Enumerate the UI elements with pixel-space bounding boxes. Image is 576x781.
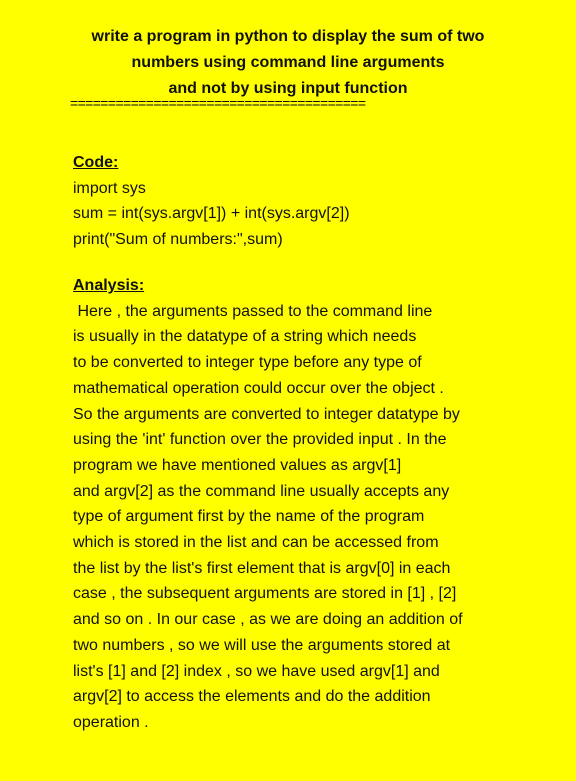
analysis-line: mathematical operation could occur over the object . <box>73 379 444 397</box>
title-line-2: numbers using command line arguments <box>131 54 445 71</box>
analysis-line: program we have mentioned values as argv[1] <box>73 456 402 474</box>
analysis-heading: Analysis: <box>73 277 145 294</box>
analysis-line: and so on . In our case , as we are doing an addition of <box>73 611 463 629</box>
code-heading: Code: <box>73 154 119 171</box>
code-section <box>73 150 553 253</box>
analysis-line: argv[2] to access the elements and do the addition <box>73 688 431 706</box>
analysis-line: and argv[2] as the command line usually accepts any <box>73 482 450 500</box>
analysis-line: list's [1] and [2] index , so we have used argv[1] and <box>73 662 440 680</box>
analysis-line: two numbers , so we will use the arguments stored at <box>73 636 451 654</box>
analysis-line: operation . <box>73 713 149 731</box>
analysis-line: using the 'int' function over the provided input . In the <box>73 431 447 449</box>
analysis-line: the list by the list's first element that is argv[0] in each <box>73 559 451 577</box>
analysis-line: to be converted to integer type before any type of <box>73 354 422 372</box>
analysis-line: Here , the arguments passed to the command line <box>73 302 433 320</box>
code-line-3: print("Sum of numbers:",sum) <box>73 231 283 249</box>
title-line-3: and not by using input function <box>168 80 408 97</box>
analysis-line: So the arguments are converted to integer datatype by <box>73 405 460 423</box>
document-title <box>0 24 576 102</box>
analysis-line: is usually in the datatype of a string which needs <box>73 328 417 346</box>
analysis-section <box>73 273 553 736</box>
code-line-1: import sys <box>73 179 146 197</box>
divider-line: ======================================= <box>70 95 366 111</box>
analysis-line: which is stored in the list and can be accessed from <box>73 534 439 552</box>
code-line-2: sum = int(sys.argv[1]) + int(sys.argv[2]) <box>73 205 350 223</box>
analysis-line: case , the subsequent arguments are stored in [1] , [2] <box>73 585 457 603</box>
title-line-1: write a program in python to display the sum of two <box>91 28 485 45</box>
analysis-line: type of argument first by the name of the program <box>73 508 425 526</box>
